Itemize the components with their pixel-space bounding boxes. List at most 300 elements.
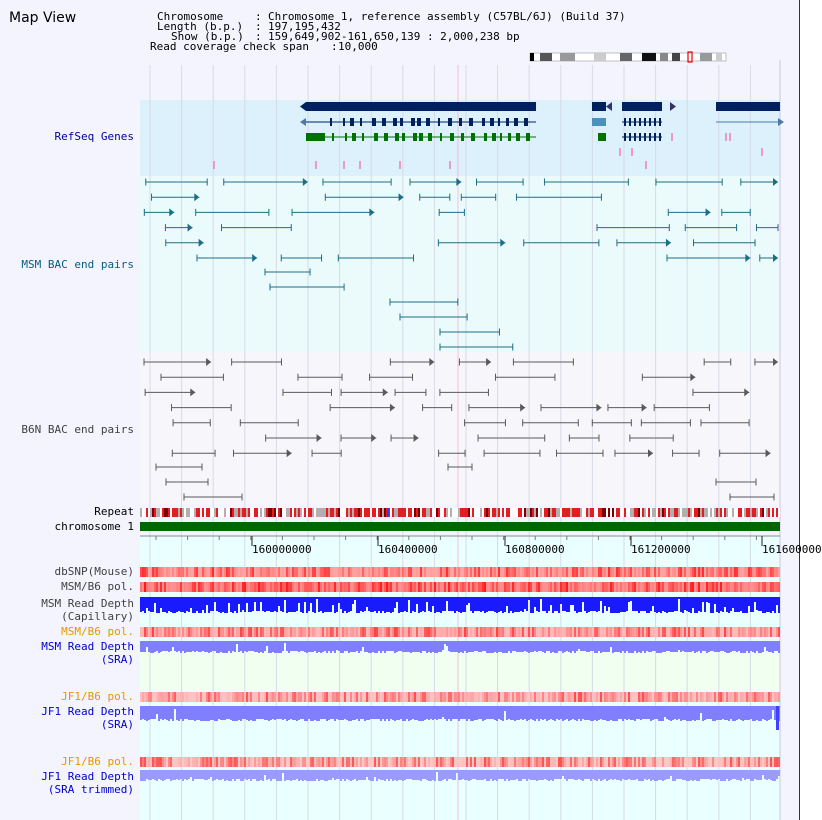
msm-read-depth-sra-bar bbox=[174, 641, 176, 651]
jf1-read-depth-trimmed-bar bbox=[614, 770, 616, 779]
jf1-b6-pol-heat bbox=[736, 692, 738, 702]
jf1-b6-pol-trimmed-heat bbox=[174, 757, 176, 767]
jf1-b6-pol-heat bbox=[704, 692, 706, 702]
jf1-read-depth-sra-bar bbox=[288, 706, 290, 720]
msm-read-depth-sra-bar bbox=[770, 641, 772, 652]
jf1-read-depth-trimmed-bar bbox=[520, 770, 522, 781]
msm-read-depth-sra-bar bbox=[274, 641, 276, 653]
track-label-jf1-b6-pol-trimmed[interactable]: JF1/B6 pol. bbox=[61, 755, 134, 768]
msm-read-depth-capillary-bar bbox=[352, 597, 354, 604]
dbsnp-heat bbox=[362, 567, 364, 577]
msm-b6-pol-heat bbox=[454, 582, 456, 592]
repeat-segment bbox=[282, 508, 284, 517]
msm-b6-pol-sra-heat bbox=[558, 627, 560, 637]
jf1-read-depth-trimmed-bar bbox=[684, 770, 686, 780]
refseq-gene-exon bbox=[417, 118, 421, 126]
msm-b6-pol-heat bbox=[320, 582, 322, 592]
jf1-read-depth-sra-bar bbox=[258, 706, 260, 719]
repeat-segment bbox=[490, 508, 492, 517]
jf1-b6-pol-heat bbox=[318, 692, 320, 702]
jf1-b6-pol-heat bbox=[156, 692, 158, 702]
jf1-b6-pol-trimmed-heat bbox=[514, 757, 516, 767]
jf1-b6-pol-trimmed-heat bbox=[772, 757, 774, 767]
msm-b6-pol-sra-heat bbox=[282, 627, 284, 637]
jf1-read-depth-trimmed-bar bbox=[616, 770, 618, 780]
msm-b6-pol-sra-heat bbox=[374, 627, 376, 637]
jf1-read-depth-sra-bar bbox=[598, 706, 600, 720]
msm-b6-pol-heat bbox=[156, 582, 158, 592]
msm-b6-pol-sra-heat bbox=[280, 627, 282, 637]
msm-b6-pol-heat bbox=[396, 582, 398, 592]
jf1-read-depth-sra-bar bbox=[606, 706, 608, 721]
jf1-read-depth-trimmed-bar bbox=[334, 770, 336, 780]
msm-b6-pol-heat bbox=[356, 582, 358, 592]
jf1-read-depth-trimmed-bar bbox=[238, 770, 240, 779]
jf1-b6-pol-heat bbox=[674, 692, 676, 702]
msm-b6-pol-sra-heat bbox=[152, 627, 154, 637]
jf1-read-depth-trimmed-bar bbox=[432, 770, 434, 780]
msm-read-depth-capillary-bar bbox=[358, 597, 360, 613]
jf1-b6-pol-trimmed-heat bbox=[702, 757, 704, 767]
msm-read-depth-capillary-bar bbox=[318, 597, 320, 612]
dbsnp-heat bbox=[730, 567, 732, 577]
msm-b6-pol-sra-heat bbox=[586, 627, 588, 637]
jf1-b6-pol-heat bbox=[266, 692, 268, 702]
track-label-msm-read-depth-capillary[interactable]: MSM Read Depth bbox=[41, 597, 134, 610]
jf1-read-depth-sra-bar bbox=[238, 706, 240, 720]
msm-read-depth-sra-bar bbox=[226, 641, 228, 653]
msm-b6-pol-sra-heat bbox=[704, 627, 706, 637]
track-label-jf1-b6-pol[interactable]: JF1/B6 pol. bbox=[61, 690, 134, 703]
jf1-read-depth-trimmed-bar bbox=[548, 770, 550, 781]
jf1-b6-pol-trimmed-heat bbox=[440, 757, 442, 767]
track-label-refseq-genes[interactable]: RefSeq Genes bbox=[54, 130, 134, 143]
jf1-b6-pol-trimmed-heat bbox=[546, 757, 548, 767]
msm-b6-pol-heat bbox=[248, 582, 250, 592]
jf1-read-depth-sra-bar bbox=[294, 706, 296, 720]
jf1-read-depth-trimmed-bar bbox=[380, 770, 382, 780]
jf1-read-depth-sra-bar bbox=[492, 706, 494, 719]
jf1-b6-pol-trimmed-heat bbox=[316, 757, 318, 767]
track-label-jf1-read-depth-sra[interactable]: JF1 Read Depth bbox=[41, 705, 134, 718]
msm-read-depth-capillary-bar bbox=[212, 597, 214, 611]
msm-b6-pol-sra-heat bbox=[248, 627, 250, 637]
jf1-read-depth-sra-bar bbox=[748, 706, 750, 720]
refseq-gene-green-exon bbox=[345, 133, 347, 141]
msm-read-depth-sra-bar bbox=[512, 641, 514, 651]
dbsnp-heat bbox=[616, 567, 618, 577]
repeat-segment bbox=[656, 508, 658, 517]
dbsnp-heat bbox=[142, 567, 144, 577]
jf1-b6-pol-trimmed-heat bbox=[438, 757, 440, 767]
jf1-b6-pol-heat bbox=[398, 692, 400, 702]
jf1-b6-pol-trimmed-heat bbox=[538, 757, 540, 767]
repeat-segment bbox=[756, 508, 758, 517]
jf1-b6-pol-trimmed-heat bbox=[306, 757, 308, 767]
msm-read-depth-capillary-bar bbox=[452, 597, 454, 611]
dbsnp-heat bbox=[460, 567, 462, 577]
refseq-gene-exon bbox=[624, 118, 626, 126]
jf1-read-depth-sra-bar bbox=[240, 706, 242, 721]
msm-read-depth-capillary-bar bbox=[198, 597, 200, 613]
msm-read-depth-capillary-bar bbox=[214, 597, 216, 602]
msm-b6-pol-sra-heat bbox=[352, 627, 354, 637]
msm-read-depth-capillary-bar bbox=[594, 597, 596, 611]
msm-b6-pol-heat bbox=[416, 582, 418, 592]
jf1-read-depth-sra-bar bbox=[188, 706, 190, 720]
jf1-b6-pol-heat bbox=[656, 692, 658, 702]
msm-b6-pol-heat bbox=[234, 582, 236, 592]
jf1-read-depth-sra-bar bbox=[174, 706, 176, 709]
jf1-b6-pol-heat bbox=[478, 692, 480, 702]
jf1-b6-pol-heat bbox=[486, 692, 488, 702]
msm-b6-pol-heat bbox=[240, 582, 242, 592]
msm-read-depth-capillary-bar bbox=[536, 597, 538, 611]
msm-b6-pol-heat bbox=[762, 582, 764, 592]
msm-read-depth-capillary-bar bbox=[190, 597, 192, 608]
jf1-b6-pol-trimmed-heat bbox=[200, 757, 202, 767]
repeat-segment bbox=[666, 508, 668, 517]
jf1-b6-pol-heat bbox=[778, 692, 780, 702]
dbsnp-heat bbox=[426, 567, 428, 577]
repeat-segment bbox=[472, 508, 474, 517]
jf1-b6-pol-heat bbox=[320, 692, 322, 702]
repeat-segment bbox=[196, 508, 198, 517]
jf1-b6-pol-heat bbox=[164, 692, 166, 702]
msm-b6-pol-sra-heat bbox=[202, 627, 204, 637]
msm-b6-pol-heat bbox=[662, 582, 664, 592]
msm-read-depth-sra-bar bbox=[410, 641, 412, 653]
msm-read-depth-sra-bar bbox=[774, 641, 776, 651]
jf1-read-depth-sra-bar bbox=[368, 706, 370, 720]
msm-read-depth-sra-bar bbox=[216, 641, 218, 653]
track-label-msm-read-depth-sra[interactable]: MSM Read Depth bbox=[41, 640, 134, 653]
msm-b6-pol-heat bbox=[432, 582, 434, 592]
jf1-read-depth-trimmed-bar bbox=[652, 770, 654, 780]
jf1-b6-pol-heat bbox=[296, 692, 298, 702]
msm-b6-pol-heat bbox=[370, 582, 372, 592]
msm-read-depth-sra-bar bbox=[250, 641, 252, 651]
repeat-segment bbox=[634, 508, 636, 517]
jf1-b6-pol-trimmed-heat bbox=[524, 757, 526, 767]
repeat-segment bbox=[478, 508, 480, 517]
msm-b6-pol-sra-heat bbox=[328, 627, 330, 637]
msm-read-depth-capillary-bar bbox=[338, 597, 340, 603]
msm-b6-pol-heat bbox=[504, 582, 506, 592]
jf1-read-depth-sra-bar bbox=[312, 706, 314, 721]
dbsnp-heat bbox=[192, 567, 194, 577]
jf1-read-depth-sra-bar bbox=[146, 706, 148, 721]
msm-b6-pol-sra-heat bbox=[438, 627, 440, 637]
msm-b6-pol-sra-heat bbox=[298, 627, 300, 637]
jf1-b6-pol-trimmed-heat bbox=[172, 757, 174, 767]
repeat-segment bbox=[696, 508, 698, 517]
msm-read-depth-sra-bar bbox=[640, 641, 642, 653]
msm-read-depth-sra-bar bbox=[444, 641, 446, 644]
jf1-read-depth-sra-bar bbox=[340, 706, 342, 720]
msm-b6-pol-heat bbox=[420, 582, 422, 592]
msm-b6-pol-heat bbox=[194, 582, 196, 592]
msm-read-depth-capillary-bar bbox=[602, 597, 604, 613]
jf1-b6-pol-trimmed-heat bbox=[412, 757, 414, 767]
msm-b6-pol-sra-heat bbox=[358, 627, 360, 637]
jf1-b6-pol-heat bbox=[378, 692, 380, 702]
msm-b6-pol-heat bbox=[546, 582, 548, 592]
jf1-read-depth-sra-bar bbox=[448, 706, 450, 719]
dbsnp-heat bbox=[332, 567, 334, 577]
repeat-segment bbox=[560, 508, 562, 517]
jf1-read-depth-sra-bar bbox=[660, 706, 662, 721]
jf1-read-depth-trimmed-bar bbox=[202, 770, 204, 779]
jf1-b6-pol-trimmed-heat bbox=[394, 757, 396, 767]
repeat-segment bbox=[744, 508, 746, 517]
jf1-b6-pol-heat bbox=[702, 692, 704, 702]
repeat-segment bbox=[306, 508, 308, 517]
dbsnp-heat bbox=[428, 567, 430, 577]
msm-read-depth-capillary-bar bbox=[186, 597, 188, 611]
jf1-b6-pol-trimmed-heat bbox=[694, 757, 696, 767]
jf1-b6-pol-heat bbox=[348, 692, 350, 702]
jf1-b6-pol-trimmed-heat bbox=[282, 757, 284, 767]
track-label-jf1-read-depth-trimmed[interactable]: JF1 Read Depth bbox=[41, 770, 134, 783]
msm-b6-pol-sra-heat bbox=[208, 627, 210, 637]
msm-read-depth-sra-bar bbox=[522, 641, 524, 652]
track-label-msm-b6-pol[interactable]: MSM/B6 pol. bbox=[61, 580, 134, 593]
repeat-segment bbox=[520, 508, 522, 517]
jf1-read-depth-sra-bar bbox=[418, 706, 420, 721]
msm-read-depth-sra-bar bbox=[288, 641, 290, 653]
track-label-msm-b6-pol-sra[interactable]: MSM/B6 pol. bbox=[61, 625, 134, 638]
msm-b6-pol-sra-heat bbox=[398, 627, 400, 637]
jf1-read-depth-sra-bar bbox=[552, 706, 554, 720]
msm-read-depth-capillary-bar bbox=[710, 597, 712, 613]
jf1-b6-pol-trimmed-heat bbox=[664, 757, 666, 767]
jf1-b6-pol-heat bbox=[316, 692, 318, 702]
msm-b6-pol-sra-heat bbox=[548, 627, 550, 637]
msm-read-depth-sra-bar bbox=[760, 641, 762, 653]
dbsnp-heat bbox=[452, 567, 454, 577]
msm-b6-pol-heat bbox=[646, 582, 648, 592]
msm-read-depth-sra-bar bbox=[508, 641, 510, 651]
jf1-b6-pol-heat bbox=[302, 692, 304, 702]
msm-b6-pol-sra-heat bbox=[228, 627, 230, 637]
dbsnp-heat bbox=[572, 567, 574, 577]
jf1-b6-pol-heat bbox=[518, 692, 520, 702]
ideogram-band bbox=[594, 53, 606, 61]
jf1-read-depth-sra-bar bbox=[432, 706, 434, 720]
jf1-read-depth-trimmed-bar bbox=[404, 770, 406, 780]
jf1-b6-pol-trimmed-heat bbox=[220, 757, 222, 767]
repeat-segment bbox=[776, 508, 778, 517]
msm-b6-pol-sra-heat bbox=[532, 627, 534, 637]
jf1-read-depth-sra-bar bbox=[760, 706, 762, 721]
msm-b6-pol-heat bbox=[398, 582, 400, 592]
msm-read-depth-sra-bar bbox=[298, 641, 300, 652]
msm-read-depth-capillary-bar bbox=[210, 597, 212, 611]
jf1-b6-pol-heat bbox=[524, 692, 526, 702]
jf1-read-depth-sra-bar bbox=[324, 706, 326, 719]
jf1-read-depth-trimmed-bar bbox=[680, 770, 682, 779]
msm-read-depth-sra-bar bbox=[212, 641, 214, 651]
msm-b6-pol-heat bbox=[730, 582, 732, 592]
repeat-segment bbox=[466, 508, 468, 517]
jf1-read-depth-sra-bar bbox=[350, 706, 352, 721]
gene-strand-arrow bbox=[778, 118, 784, 126]
msm-b6-pol-sra-heat bbox=[216, 627, 218, 637]
msm-b6-pol-sra-heat bbox=[432, 627, 434, 637]
jf1-b6-pol-heat bbox=[542, 692, 544, 702]
jf1-read-depth-sra-bar bbox=[640, 706, 642, 720]
jf1-b6-pol-trimmed-heat bbox=[634, 757, 636, 767]
msm-read-depth-sra-bar bbox=[194, 641, 196, 652]
jf1-read-depth-sra-bar bbox=[404, 706, 406, 721]
repeat-segment bbox=[364, 508, 366, 517]
msm-b6-pol-heat bbox=[268, 582, 270, 592]
msm-b6-pol-heat bbox=[460, 582, 462, 592]
msm-b6-pol-heat bbox=[718, 582, 720, 592]
jf1-b6-pol-trimmed-heat bbox=[496, 757, 498, 767]
dbsnp-heat bbox=[642, 567, 644, 577]
dbsnp-heat bbox=[586, 567, 588, 577]
track-label-b6n-bac-end-pairs[interactable]: B6N BAC end pairs bbox=[21, 423, 134, 436]
msm-read-depth-capillary-bar bbox=[218, 597, 220, 612]
jf1-b6-pol-heat bbox=[622, 692, 624, 702]
msm-read-depth-capillary-bar bbox=[530, 597, 532, 613]
track-label-repeat[interactable]: Repeat bbox=[94, 505, 134, 518]
msm-read-depth-sra-bar bbox=[500, 641, 502, 652]
msm-read-depth-capillary-bar bbox=[766, 597, 768, 612]
msm-read-depth-sra-bar bbox=[256, 641, 258, 652]
jf1-b6-pol-trimmed-heat bbox=[644, 757, 646, 767]
msm-read-depth-capillary-bar bbox=[244, 597, 246, 612]
msm-read-depth-capillary-bar bbox=[392, 597, 394, 612]
track-label-dbsnp[interactable]: dbSNP(Mouse) bbox=[54, 565, 134, 578]
jf1-b6-pol-trimmed-heat bbox=[764, 757, 766, 767]
msm-read-depth-sra-bar bbox=[190, 641, 192, 652]
repeat-segment bbox=[732, 508, 734, 517]
repeat-segment bbox=[540, 508, 542, 517]
jf1-read-depth-sra-bar bbox=[388, 706, 390, 721]
msm-read-depth-sra-bar bbox=[244, 641, 246, 651]
jf1-read-depth-sra-bar bbox=[206, 706, 208, 721]
jf1-read-depth-trimmed-bar bbox=[148, 770, 150, 780]
msm-b6-pol-heat bbox=[672, 582, 674, 592]
jf1-read-depth-sra-bar bbox=[684, 706, 686, 720]
jf1-b6-pol-trimmed-heat bbox=[314, 757, 316, 767]
jf1-b6-pol-heat bbox=[418, 692, 420, 702]
jf1-b6-pol-heat bbox=[358, 692, 360, 702]
msm-b6-pol-heat bbox=[414, 582, 416, 592]
msm-read-depth-capillary-bar bbox=[196, 597, 198, 611]
msm-read-depth-capillary-bar bbox=[374, 597, 376, 611]
jf1-b6-pol-trimmed-heat bbox=[572, 757, 574, 767]
jf1-read-depth-trimmed-bar bbox=[598, 770, 600, 779]
jf1-b6-pol-heat bbox=[248, 692, 250, 702]
jf1-b6-pol-heat bbox=[774, 692, 776, 702]
jf1-b6-pol-heat bbox=[336, 692, 338, 702]
msm-read-depth-sra-bar bbox=[480, 641, 482, 652]
msm-read-depth-sra-bar bbox=[694, 641, 696, 653]
jf1-read-depth-sra-bar bbox=[330, 706, 332, 719]
msm-read-depth-capillary-bar bbox=[426, 597, 428, 602]
msm-b6-pol-heat bbox=[148, 582, 150, 592]
msm-read-depth-capillary-bar bbox=[260, 597, 262, 602]
dbsnp-heat bbox=[236, 567, 238, 577]
msm-b6-pol-sra-heat bbox=[640, 627, 642, 637]
jf1-read-depth-sra-bar bbox=[302, 706, 304, 719]
msm-b6-pol-heat bbox=[412, 582, 414, 592]
track-label-msm-bac-end-pairs[interactable]: MSM BAC end pairs bbox=[21, 258, 134, 271]
jf1-b6-pol-trimmed-heat bbox=[614, 757, 616, 767]
jf1-read-depth-trimmed-bar bbox=[552, 770, 554, 781]
msm-b6-pol-sra-heat bbox=[294, 627, 296, 637]
jf1-read-depth-sra-bar bbox=[186, 706, 188, 719]
msm-read-depth-sra-bar bbox=[630, 641, 632, 653]
refseq-gene-exon bbox=[644, 133, 646, 141]
msm-read-depth-sra-bar bbox=[362, 641, 364, 647]
dbsnp-heat bbox=[486, 567, 488, 577]
msm-read-depth-sra-bar bbox=[402, 641, 404, 652]
dbsnp-heat bbox=[386, 567, 388, 577]
jf1-b6-pol-trimmed-heat bbox=[638, 757, 640, 767]
msm-read-depth-capillary-bar bbox=[616, 597, 618, 613]
msm-b6-pol-heat bbox=[348, 582, 350, 592]
track-label-chromosome[interactable]: chromosome 1 bbox=[54, 520, 134, 533]
jf1-b6-pol-trimmed-heat bbox=[676, 757, 678, 767]
msm-read-depth-sra-bar bbox=[626, 641, 628, 651]
jf1-read-depth-trimmed-bar bbox=[258, 770, 260, 781]
dbsnp-heat bbox=[208, 567, 210, 577]
msm-read-depth-capillary-bar bbox=[662, 597, 664, 611]
jf1-b6-pol-heat bbox=[392, 692, 394, 702]
repeat-segment bbox=[262, 508, 264, 517]
msm-read-depth-capillary-bar bbox=[240, 597, 242, 612]
jf1-read-depth-sra-bar bbox=[224, 706, 226, 720]
jf1-read-depth-sra-bar bbox=[438, 706, 440, 719]
repeat-segment bbox=[770, 508, 772, 517]
msm-b6-pol-heat bbox=[402, 582, 404, 592]
dbsnp-heat bbox=[668, 567, 670, 577]
jf1-b6-pol-trimmed-heat bbox=[636, 757, 638, 767]
jf1-b6-pol-trimmed-heat bbox=[744, 757, 746, 767]
jf1-read-depth-trimmed-bar bbox=[418, 770, 420, 780]
repeat-segment bbox=[474, 508, 476, 517]
refseq-gene-exon bbox=[629, 118, 631, 126]
dbsnp-heat bbox=[254, 567, 256, 577]
jf1-read-depth-trimmed-bar bbox=[376, 770, 378, 781]
jf1-b6-pol-heat bbox=[230, 692, 232, 702]
jf1-b6-pol-heat bbox=[368, 692, 370, 702]
msm-b6-pol-sra-heat bbox=[392, 627, 394, 637]
msm-b6-pol-heat bbox=[210, 582, 212, 592]
msm-b6-pol-heat bbox=[344, 582, 346, 592]
jf1-read-depth-trimmed-bar bbox=[142, 770, 144, 781]
jf1-b6-pol-trimmed-heat bbox=[410, 757, 412, 767]
msm-read-depth-sra-bar bbox=[622, 641, 624, 651]
header-show-value: 159,649,902-161,650,139 : 2,000,238 bp bbox=[268, 30, 520, 43]
msm-b6-pol-heat bbox=[620, 582, 622, 592]
jf1-b6-pol-heat bbox=[344, 692, 346, 702]
gene-exon bbox=[598, 133, 606, 141]
msm-read-depth-capillary-bar bbox=[524, 597, 526, 609]
jf1-b6-pol-heat bbox=[528, 692, 530, 702]
jf1-read-depth-sra-bar bbox=[172, 706, 174, 721]
msm-b6-pol-heat bbox=[550, 582, 552, 592]
ruler-tick-label: 160800000 bbox=[505, 543, 565, 556]
dbsnp-heat bbox=[528, 567, 530, 577]
msm-b6-pol-heat bbox=[706, 582, 708, 592]
msm-read-depth-capillary-bar bbox=[646, 597, 648, 613]
